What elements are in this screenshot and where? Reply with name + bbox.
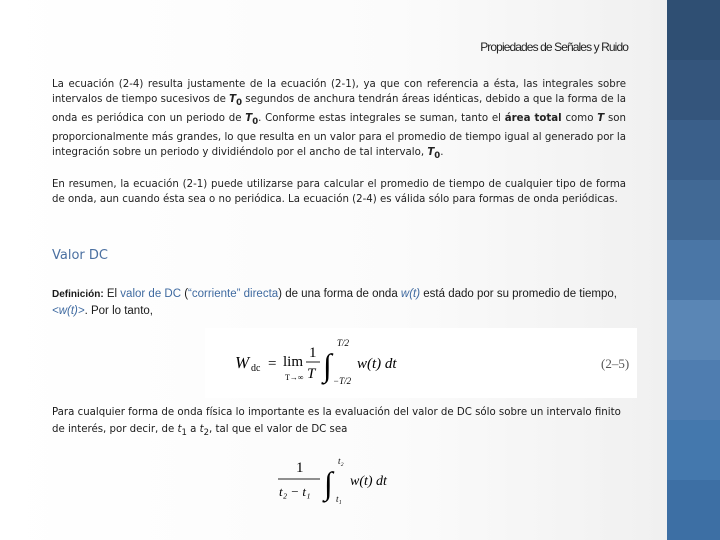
sidebar-block [667,300,720,360]
formula2-lower: t₁ [336,494,342,504]
paragraph-ecuacion: La ecuación (2-4) resulta justamente de la ecuación (2-1), ya que con referencia a ésta, las integrales sobre intervalos de tiempo sucesivos de $T_0$ segundos de anchura tendrán áreas idénticas, debido a que la forma de la onda es periódica con un periodo de $T_0$. Conforme estas integrales se suman, tanto el área total como T son proporcionalmente más grandes, lo que resulta en un valor para el promedio de tiempo igual al generado por la integración sobre un periodo y dividiéndolo por el ancho de tal intervalo, $T_0$. [52,79,626,162]
formula-frac-den: T [307,366,316,382]
formula-frac-num: 1 [309,345,317,361]
formula-lhs-sub: dc [251,363,261,374]
sidebar-block [667,360,720,420]
equation-number: (2–5) [601,356,630,371]
formula-lim-sub: T→∞ [285,373,304,382]
sidebar-block [667,60,720,120]
formula-finite-interval [270,452,410,508]
formula-equals: = [268,356,277,372]
formula-dc-value [205,328,637,398]
sidebar-block [667,180,720,240]
section-heading: Valor DC [52,248,108,263]
slide-header-title: Propiedades de Señales y Ruido [480,40,628,54]
formula-lower: −T/2 [333,376,352,386]
formula-integral: ∫ [323,347,332,383]
sidebar-block [667,0,720,60]
sidebar-block [667,120,720,180]
formula-lhs: W [235,353,250,372]
sidebar-block [667,420,720,480]
formula2-integrand: w(t) dt [350,474,387,489]
definition-paragraph: Definición: El valor de DC (“corriente” directa) de una forma de onda w(t) está dado por su promedio de tiempo, <w(t)>. Por lo tanto, [52,288,617,317]
formula-integrand: w(t) dt [357,356,397,372]
paragraph-resumen: En resumen, la ecuación (2-1) puede utilizarse para calcular el promedio de tiempo de cualquier tipo de forma de onda, aun cuando ésta sea o no periódica. La ecuación (2-4) es válida sólo para formas de onda periódicas. [52,179,626,205]
sidebar-block [667,240,720,300]
formula2-frac-den: t₂ − t₁ [279,484,311,499]
formula2-frac-num: 1 [296,460,304,476]
formula2-upper: t₂ [338,456,344,466]
formula2-integral: ∫ [324,465,333,501]
decorative-sidebar [667,0,720,540]
paragraph-intervalo: Para cualquier forma de onda física lo importante es la evaluación del valor de DC sólo sobre un intervalo finito de interés, por decir, de $t_1$ a $t_2$, tal que el valor de DC sea [52,407,621,439]
formula-upper: T/2 [337,338,350,348]
formula-lim: lim [283,354,304,370]
sidebar-block [667,480,720,540]
